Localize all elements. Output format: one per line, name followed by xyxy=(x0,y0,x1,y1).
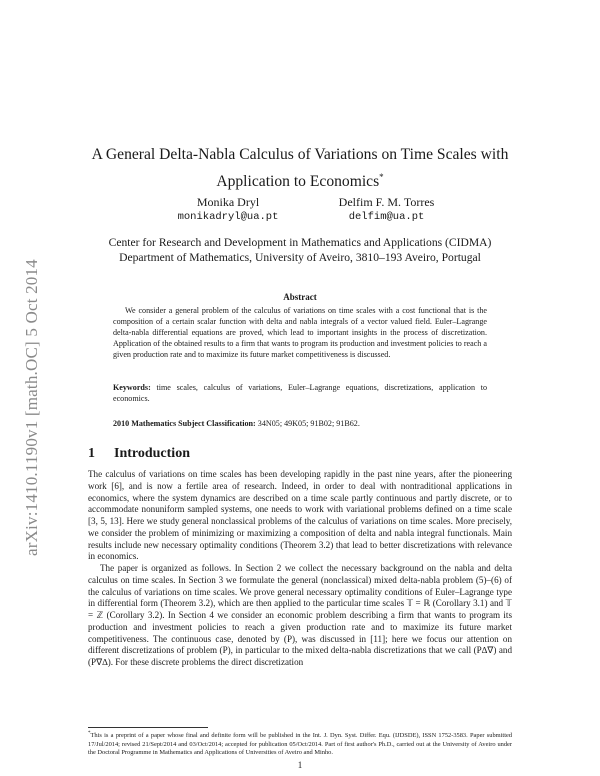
affiliation-line-1: Center for Research and Development in Mathematics and Applications (CIDMA) xyxy=(108,236,492,249)
msc-classification xyxy=(113,419,487,430)
page-number: 1 xyxy=(297,760,303,770)
body-text xyxy=(88,469,512,669)
title-footnote-mark: * xyxy=(379,172,384,182)
paragraph: The paper is organized as follows. In Section 2 we collect the necessary background on the nabla and delta calculus on time scales. In Section 3 we formulate the general (nonclassical) mixed delta-nabla problem (5)–(6) of the calculus of variations on time scales. We prove general necessary optimality conditions of Euler–Lagrange type in differential form (Theorem 3.2), which are then applied to the particular time scales 𝕋 = ℝ (Corollary 3.1) and 𝕋 = ℤ (Corollary 3.2). In Section 4 we consider an economic problem describing a firm that wants to program its production and investment policies to reach a given production rate and to maximize its future market competitiveness. The continuous case, denoted by (P), was discussed in [11]; here we focus our attention on different discretizations of problem (P), in particular to the mixed delta-nabla discretizations that we call (P∆∇) and (P∇∆). For these discrete problems the direct discretization xyxy=(88,563,512,667)
keywords-text: time scales, calculus of variations, Euler–Lagrange equations, discretizations, application to economics. xyxy=(113,383,487,403)
footnote-rule xyxy=(88,727,208,728)
author-name: Monika Dryl xyxy=(196,195,260,209)
section-title: Introduction xyxy=(114,446,190,461)
section-heading xyxy=(88,446,190,462)
msc-text: 34N05; 49K05; 91B02; 91B62. xyxy=(257,419,360,428)
abstract-text: We consider a general problem of the calculus of variations on time scales with a cost functional that is the composition of a certain scalar function with delta and nabla integrals of a vector valued field. Euler–Lagrange delta-nabla differential equations are proved, which lead to important insights in the process of discretization. Application of the obtained results to a firm that wants to program its production and investment policies to reach a given production rate and to maximize its future market competitiveness is discussed. xyxy=(113,306,487,359)
affiliation xyxy=(72,235,528,265)
footnote xyxy=(88,730,512,758)
abstract-heading: Abstract xyxy=(283,292,317,302)
author-2 xyxy=(313,195,460,224)
keywords xyxy=(113,383,487,405)
affiliation-line-2: Department of Mathematics, University of Aveiro, 3810–193 Aveiro, Portugal xyxy=(119,251,481,264)
keywords-label: Keywords: xyxy=(113,383,151,392)
author-email[interactable]: monikadryl@ua.pt xyxy=(177,211,279,223)
section-number: 1 xyxy=(88,446,95,461)
footnote-text: This is a preprint of a paper whose final and definite form will be published in the Int. J. Dyn. Syst. Differ. Equ. (IJDSDE), ISSN 1752-3583. Paper submitted 17/Jul/2014; revised 21/Sept/2014 and 03/Oct/2014; accepted for publication 05/Oct/2014. Part of first author's Ph.D., carried out at the University of Aveiro under the Doctoral Programme in Mathematics and Applications of Universities of Aveiro and Minho. xyxy=(88,732,512,757)
paragraph: The calculus of variations on time scales has been developing rapidly in the past nine years, after the pioneering work [6], and is now a fertile area of research. Indeed, in order to deal with nontraditional applications in economics, where the system dynamics are described on a time scale partly continuous and partly discrete, or to accommodate nonuniform sampled systems, one needs to work with variational problems defined on a time scale [3, 5, 13]. Here we study general nonclassical problems of the calculus of variations on time scales. More precisely, we consider the problem of minimizing or maximizing a composition of delta and nabla integral functionals. Main results include new necessary optimality conditions (Theorem 3.2) that lead to better discretizations with relevance in economics. xyxy=(88,469,512,562)
footnote-mark: * xyxy=(88,731,91,736)
title-text: A General Delta-Nabla Calculus of Variations on Time Scales with Application to Economics xyxy=(91,146,509,191)
paper-title xyxy=(90,143,510,193)
author-name: Delfim F. M. Torres xyxy=(338,195,435,209)
author-email[interactable]: delfim@ua.pt xyxy=(348,211,425,223)
arxiv-margin-identifier[interactable]: arXiv:1410.1190v1 [math.OC] 5 Oct 2014 xyxy=(22,259,41,556)
author-1 xyxy=(162,195,294,224)
msc-label: 2010 Mathematics Subject Classification: xyxy=(113,419,256,428)
